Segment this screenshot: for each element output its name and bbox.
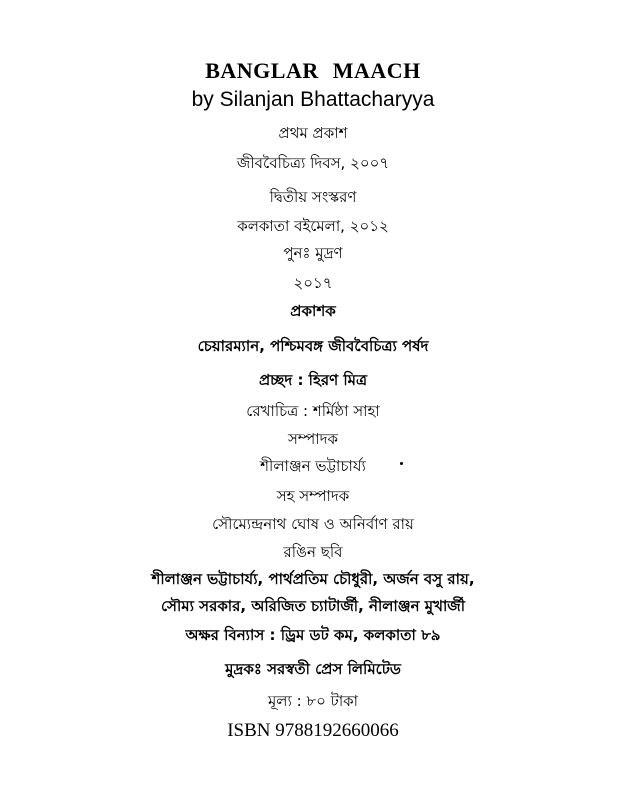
first-edition-date: জীববৈচিত্র্য দিবস, ২০০৭ [236,154,390,172]
typesetting-credit: অক্ষর বিন্যাস : ড্রিম ডট কম, কলকাতা ৮৯ [185,626,441,644]
reprint-label: পুনঃ মুদ্রণ [283,244,343,262]
photos-credit-line-2: সৌম্য সরকার, অরিজিত চ্যাটার্জী, নীলাঞ্জন মুখার্জী [160,597,466,615]
second-edition-date: কলকাতা বইমেলা, ২০১২ [237,217,389,235]
editor-label: সম্পাদক [287,430,338,448]
book-title: BANGLAR MAACH [205,58,421,83]
coeditor-names: সৌম্যেন্দ্রনাথ ঘোষ ও অনির্বাণ রায় [212,515,414,533]
second-edition-label: দ্বিতীয় সংস্করণ [269,188,357,206]
author-line: by Silanjan Bhattacharyya [191,88,435,111]
stray-dot [400,462,403,465]
photos-label: রঙিন ছবি [283,543,343,561]
isbn: ISBN 9788192660066 [227,720,399,741]
editor-name: শীলাঞ্জন ভট্টাচার্য্য [260,457,366,475]
first-edition-label: প্রথম প্রকাশ [278,124,348,142]
price: মূল্য : ৮০ টাকা [267,692,359,710]
coeditor-label: সহ সম্পাদক [276,487,350,505]
publisher: চেয়ারম্যান, পশ্চিমবঙ্গ জীববৈচিত্র্য পর্ষদ [197,337,429,355]
cover-credit: প্রচ্ছদ : হিরণ মিত্র [258,371,368,389]
publisher-label: প্রকাশক [290,302,336,320]
illustration-credit: রেখাচিত্র : শর্মিষ্ঠা সাহা [246,402,380,420]
printer-credit: মুদ্রকঃ সরস্বতী প্রেস লিমিটেড [225,660,401,678]
photos-credit-line-1: শীলাঞ্জন ভট্টাচার্য্য, পার্থপ্রতিম চৌধুরী, অর্জন বসু রায়, [151,570,475,588]
reprint-year: ২০১৭ [293,274,333,292]
